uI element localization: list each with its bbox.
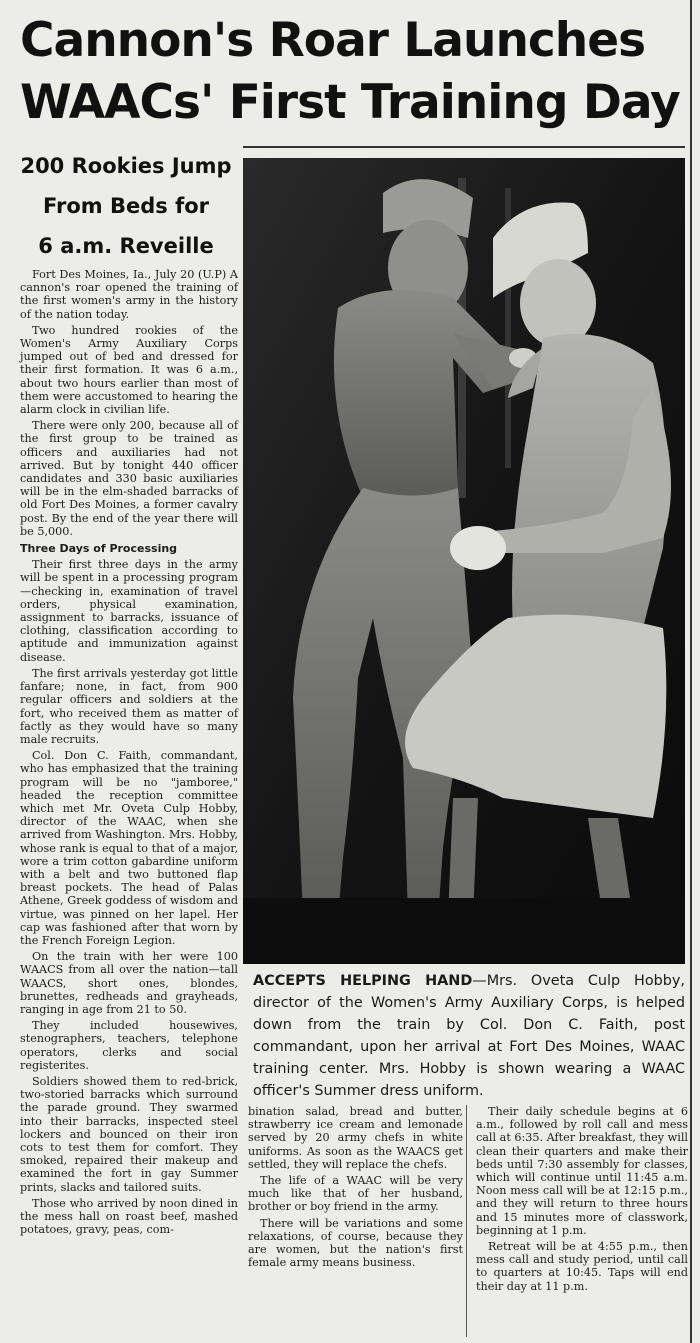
caption-lead: ACCEPTS HELPING HAND <box>253 973 473 989</box>
deck-line-3: 6 a.m. Reveille <box>38 234 214 258</box>
paragraph-continued: bination salad, bread and butter, strawberry ice cream and lemonade served by 20 army chefs in white uniforms. As soon as the WAACS get settled, they will replace the chefs. <box>248 1105 463 1171</box>
paragraph: There were only 200, because all of the first group to be trained as officers and auxiliaries had not arrived. But by tonight 440 officer candidates and 330 basic auxiliaries will be in the elm-shaded barracks of old Fort Des Moines, a former cavalry post. By the end of the year there will be 5,000. <box>20 419 238 538</box>
article-column-1 <box>20 268 238 1239</box>
paragraph: Two hundred rookies of the Women's Army Auxiliary Corps jumped out of bed and dressed for their first formation. It was 6 a.m., about two hours earlier than most of them were accustomed to hearing the alarm clock in civilian life. <box>20 323 238 417</box>
headline <box>20 10 685 134</box>
paragraph: Those who arrived by noon dined in the mess hall on roast beef, mashed potatoes, gravy, peas, com- <box>20 1196 238 1237</box>
paragraph: Their first three days in the army will be spent in a processing program—checking in, examination of travel orders, physical examination, assignment to barracks, issuance of clothing, classification according to aptitude and immunization against disease. <box>20 558 238 664</box>
caption-body: —Mrs. Oveta Culp Hobby, director of the Women's Army Auxiliary Corps, is helped down from the train by Col. Don C. Faith, post commandant, upon her arrival at Fort Des Moines, WAAC training center. Mrs. Hobby is shown wearing a WAAC officer's Summer dress uniform. <box>253 973 685 1099</box>
section-subhead: Three Days of Processing <box>20 542 178 556</box>
column-rule <box>466 1105 467 1337</box>
photo-illustration <box>243 158 685 964</box>
headline-line-2: WAACs' First Training Day <box>20 75 680 130</box>
paragraph: There will be variations and some relaxations, of course, because they are women, but the nation's first female army means business. <box>248 1216 463 1270</box>
paragraph: The life of a WAAC will be very much like that of her husband, brother or boy friend in the army. <box>248 1174 463 1214</box>
photo-top-rule <box>243 146 685 148</box>
paragraph: Retreat will be at 4:55 p.m., then mess call and study period, until call to quarters at 10:45. Taps will end their day at 11 p.m. <box>476 1240 688 1293</box>
paragraph: They included housewives, stenographers, teachers, telephone operators, clerks and social registerites. <box>20 1019 238 1072</box>
paragraph: On the train with her were 100 WAACS from all over the nation—tall WAACS, short ones, blondes, brunettes, redheads and grayheads, ranging in age from 21 to 50. <box>20 950 238 1016</box>
news-photo <box>243 158 685 964</box>
deck-line-1: 200 Rookies Jump <box>20 154 232 178</box>
paragraph: Soldiers showed them to red-brick, two-storied barracks which surround the parade ground. They swarmed into their barracks, inspected steel lockers and bounced on their iron cots to test them for comfort. They smoked, repaired their makeup and examined the fort in gay Summer prints, slacks and tailored suits. <box>20 1074 238 1194</box>
deck-line-2: From Beds for <box>43 194 209 218</box>
photo-caption <box>253 970 685 1102</box>
headline-line-1: Cannon's Roar Launches <box>20 13 646 68</box>
paragraph: The first arrivals yesterday got little fanfare; none, in fact, from 900 regular officers and soldiers at the fort, who received them as matter of factly as they would have so many male recruits. <box>20 666 238 746</box>
article-column-3 <box>476 1105 688 1296</box>
paragraph: Col. Don C. Faith, commandant, who has emphasized that the training program will be no "jamboree," headed the reception committee which met Mr. Oveta Culp Hobby, director of the WAAC, when she arrived from Washington. Mrs. Hobby, whose rank is equal to that of a major, wore a trim cotton gabardine uniform with a belt and two buttoned flap breast pockets. The head of Palas Athene, Greek goddess of wisdom and virtue, was pinned on her lapel. Her cap was fashioned after that worn by the French Foreign Legion. <box>20 749 238 947</box>
column-rule-right <box>690 0 692 1343</box>
subheadline-deck <box>12 146 240 266</box>
article-column-2 <box>248 1105 463 1272</box>
paragraph: Their daily schedule begins at 6 a.m., followed by roll call and mess call at 6:35. After breakfast, they will clean their quarters and make their beds until 7:30 assembly for classes, which will continue until 11:45 a.m. Noon mess call will be at 12:15 p.m., and they will return to three hours and 15 minutes more of classwork, beginning at 1 p.m. <box>476 1105 688 1237</box>
paragraph-dateline: Fort Des Moines, Ia., July 20 (U.P) A cannon's roar opened the training of the first women's army in the history of the nation today. <box>20 268 238 321</box>
